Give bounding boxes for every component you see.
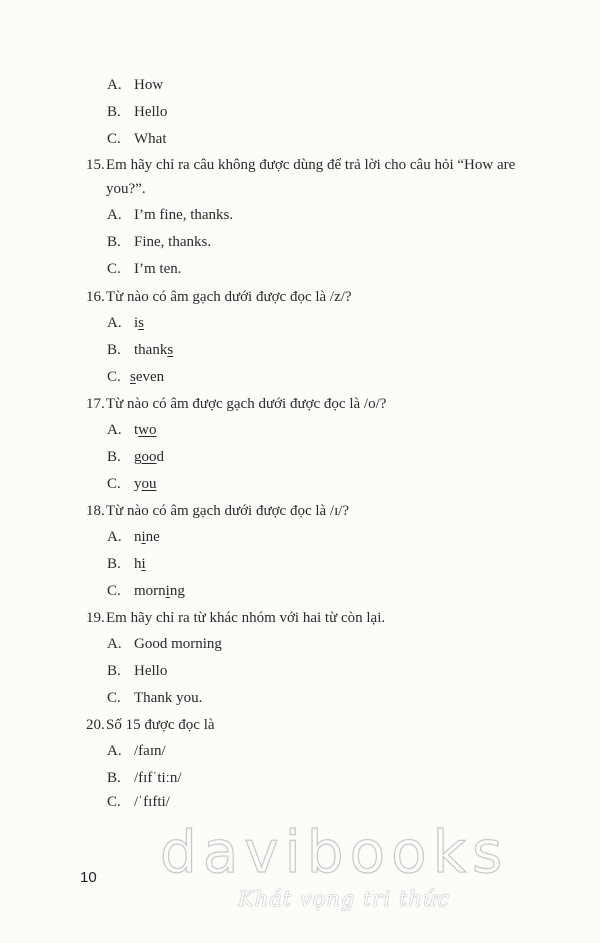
question-line bbox=[86, 502, 349, 520]
option-letter: B. bbox=[107, 342, 121, 358]
option-text: Hello bbox=[134, 104, 168, 120]
answer-option bbox=[107, 635, 222, 653]
option-text: Good morning bbox=[134, 636, 222, 652]
page-number: 10 bbox=[80, 869, 97, 886]
question-text: Từ nào có âm gạch dưới được đọc là /z/? bbox=[106, 289, 352, 305]
question-number: 20. bbox=[86, 717, 105, 733]
option-letter: B. bbox=[107, 770, 121, 786]
option-text: /ˈfɪfti/ bbox=[134, 794, 170, 810]
option-letter: A. bbox=[107, 207, 122, 223]
question-text: Em hãy chỉ ra câu không được dùng để trả lời cho câu hỏi “How are bbox=[106, 157, 516, 173]
option-word-end: d bbox=[156, 449, 164, 465]
answer-option bbox=[107, 341, 173, 359]
answer-option bbox=[107, 448, 164, 466]
option-text: What bbox=[134, 131, 167, 147]
answer-option bbox=[107, 233, 211, 251]
question-line bbox=[86, 609, 385, 627]
question-text: Số 15 được đọc là bbox=[106, 717, 215, 733]
question-text-continued: you?”. bbox=[106, 181, 146, 197]
answer-option bbox=[107, 742, 166, 760]
answer-option bbox=[107, 689, 202, 707]
answer-option bbox=[107, 582, 185, 600]
underlined-sound: oo bbox=[141, 449, 157, 465]
underlined-sound: i bbox=[141, 556, 146, 572]
answer-option bbox=[107, 475, 157, 493]
option-word-start: g bbox=[134, 449, 142, 465]
option-word-start: t bbox=[134, 422, 139, 438]
option-word-end: ng bbox=[169, 583, 185, 599]
option-text: /faɪn/ bbox=[134, 743, 166, 759]
answer-option bbox=[107, 314, 144, 332]
underlined-sound: i bbox=[141, 529, 146, 545]
underlined-sound: i bbox=[165, 583, 170, 599]
question-number: 16. bbox=[86, 289, 105, 305]
answer-option bbox=[107, 662, 167, 680]
option-letter: B. bbox=[107, 449, 121, 465]
option-letter: C. bbox=[107, 369, 121, 385]
question-text: Từ nào có âm được gạch dưới được đọc là /o/? bbox=[106, 396, 387, 412]
question-number: 15. bbox=[86, 157, 105, 173]
option-text: /fɪfˈtiːn/ bbox=[134, 770, 182, 786]
option-text: Thank you. bbox=[134, 690, 203, 706]
option-letter: B. bbox=[107, 663, 121, 679]
option-letter: C. bbox=[107, 261, 121, 277]
option-word-start: y bbox=[134, 476, 142, 492]
option-letter: A. bbox=[107, 743, 122, 759]
question-number: 19. bbox=[86, 610, 105, 626]
option-letter: A. bbox=[107, 529, 122, 545]
option-letter: A. bbox=[107, 315, 122, 331]
question-number: 18. bbox=[86, 503, 105, 519]
answer-option bbox=[107, 528, 160, 546]
question-text: Từ nào có âm gạch dưới được đọc là /ɪ/? bbox=[106, 503, 350, 519]
question-line bbox=[86, 395, 386, 413]
answer-option bbox=[107, 555, 146, 573]
underlined-sound: s bbox=[130, 369, 136, 385]
option-word-start: i bbox=[134, 315, 139, 331]
answer-option bbox=[107, 769, 182, 787]
underlined-sound: wo bbox=[138, 422, 157, 438]
question-line bbox=[86, 156, 515, 174]
option-letter: C. bbox=[107, 131, 121, 147]
option-letter: C. bbox=[107, 794, 121, 810]
option-letter: A. bbox=[107, 636, 122, 652]
answer-option bbox=[107, 103, 167, 121]
option-text: I’m ten. bbox=[134, 261, 182, 277]
answer-option bbox=[107, 76, 163, 94]
question-line bbox=[86, 288, 352, 306]
question-text: Em hãy chỉ ra từ khác nhóm với hai từ còn lại. bbox=[106, 610, 386, 626]
question-line bbox=[86, 716, 215, 734]
answer-option bbox=[107, 793, 170, 811]
option-letter: B. bbox=[107, 234, 121, 250]
answer-option bbox=[107, 368, 164, 386]
option-letter: A. bbox=[107, 422, 122, 438]
option-word-end: even bbox=[135, 369, 165, 385]
underlined-sound: s bbox=[167, 342, 174, 358]
option-word-start: thank bbox=[134, 342, 168, 358]
option-letter: C. bbox=[107, 476, 121, 492]
option-letter: C. bbox=[107, 690, 121, 706]
option-text: I’m fine, thanks. bbox=[134, 207, 234, 223]
option-word-start: n bbox=[134, 529, 142, 545]
option-letter: B. bbox=[107, 556, 121, 572]
option-word-start: h bbox=[134, 556, 142, 572]
option-word-end: ne bbox=[145, 529, 160, 545]
option-text: Hello bbox=[134, 663, 168, 679]
option-text: Fine, thanks. bbox=[134, 234, 212, 250]
watermark-brand: davibooks bbox=[160, 818, 509, 886]
answer-option bbox=[107, 130, 166, 148]
question-number: 17. bbox=[86, 396, 105, 412]
answer-option bbox=[107, 260, 181, 278]
answer-option bbox=[107, 421, 157, 439]
answer-option bbox=[107, 206, 233, 224]
underlined-sound: ou bbox=[141, 476, 157, 492]
underlined-sound: s bbox=[138, 315, 145, 331]
option-word-start: morn bbox=[134, 583, 166, 599]
option-letter: A. bbox=[107, 77, 122, 93]
option-text: How bbox=[134, 77, 164, 93]
option-letter: C. bbox=[107, 583, 121, 599]
option-letter: B. bbox=[107, 104, 121, 120]
watermark-slogan: Khát vọng tri thức bbox=[238, 887, 451, 911]
